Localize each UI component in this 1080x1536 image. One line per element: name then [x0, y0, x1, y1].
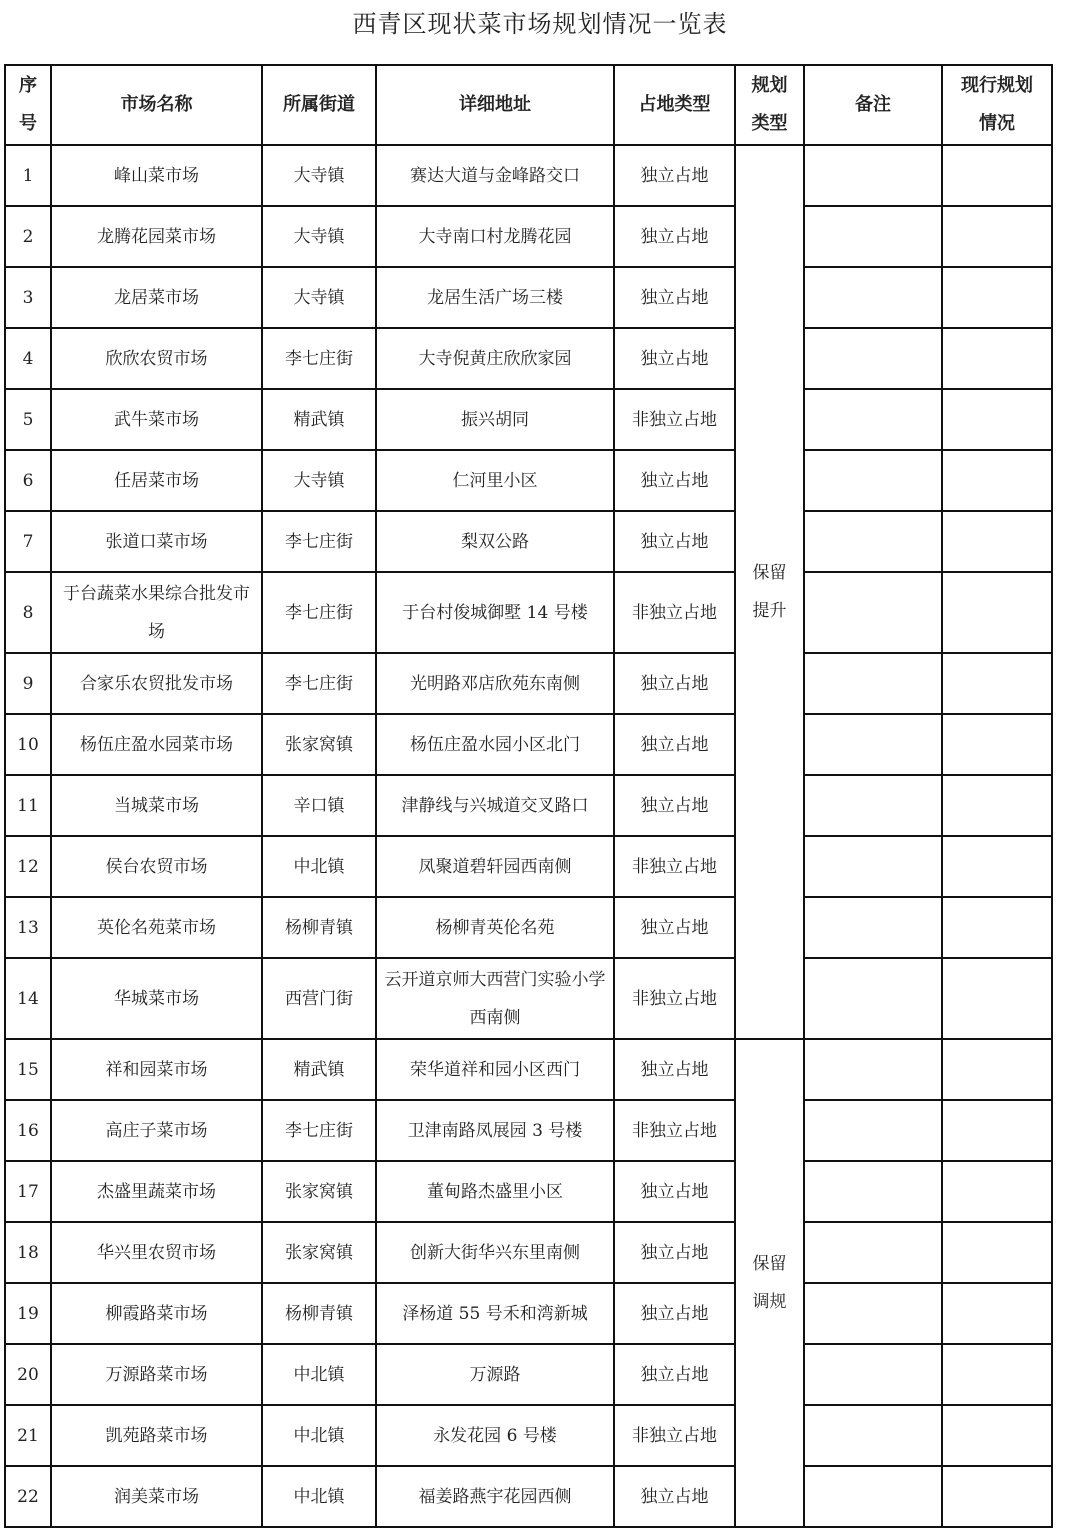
cell-remark [804, 714, 942, 775]
cell-remark [804, 1039, 942, 1100]
cell-street: 大寺镇 [262, 206, 376, 267]
table-row [5, 1222, 1052, 1283]
cell-street: 李七庄街 [262, 511, 376, 572]
cell-current-plan [942, 1161, 1052, 1222]
table-row [5, 572, 1052, 653]
table-row [5, 775, 1052, 836]
plan-type-label: 保留提升 [752, 563, 787, 621]
cell-street: 中北镇 [262, 1466, 376, 1527]
cell-remark [804, 653, 942, 714]
cell-current-plan [942, 511, 1052, 572]
table-row [5, 897, 1052, 958]
cell-name: 华城菜市场 [51, 958, 262, 1039]
table-row [5, 206, 1052, 267]
cell-name: 龙腾花园菜市场 [51, 206, 262, 267]
cell-name: 侯台农贸市场 [51, 836, 262, 897]
header-plan-type: 规划类型 [735, 65, 804, 145]
cell-name: 张道口菜市场 [51, 511, 262, 572]
cell-address: 杨伍庄盈水园小区北门 [376, 714, 614, 775]
cell-street: 大寺镇 [262, 267, 376, 328]
cell-address: 于台村俊城御墅 14 号楼 [376, 572, 614, 653]
table-row [5, 1039, 1052, 1100]
cell-name: 润美菜市场 [51, 1466, 262, 1527]
cell-land-type: 独立占地 [614, 511, 735, 572]
cell-land-type: 独立占地 [614, 1161, 735, 1222]
cell-land-type: 非独立占地 [614, 572, 735, 653]
cell-street: 中北镇 [262, 1344, 376, 1405]
cell-address: 赛达大道与金峰路交口 [376, 145, 614, 206]
table-row [5, 958, 1052, 1039]
header-remark: 备注 [804, 65, 942, 145]
cell-current-plan [942, 206, 1052, 267]
cell-current-plan [942, 1405, 1052, 1466]
cell-index: 18 [5, 1222, 51, 1283]
cell-remark [804, 836, 942, 897]
cell-index: 12 [5, 836, 51, 897]
cell-name: 于台蔬菜水果综合批发市场 [51, 572, 262, 653]
header-current-plan: 现行规划情况 [942, 65, 1052, 145]
cell-land-type: 独立占地 [614, 714, 735, 775]
cell-street: 大寺镇 [262, 145, 376, 206]
cell-remark [804, 1466, 942, 1527]
table-row [5, 389, 1052, 450]
cell-index: 13 [5, 897, 51, 958]
cell-name: 任居菜市场 [51, 450, 262, 511]
table-row [5, 1405, 1052, 1466]
cell-name: 凯苑路菜市场 [51, 1405, 262, 1466]
header-street: 所属街道 [262, 65, 376, 145]
cell-index: 11 [5, 775, 51, 836]
cell-address: 卫津南路凤展园 3 号楼 [376, 1100, 614, 1161]
cell-index: 20 [5, 1344, 51, 1405]
cell-remark [804, 511, 942, 572]
cell-land-type: 独立占地 [614, 328, 735, 389]
cell-index: 21 [5, 1405, 51, 1466]
cell-current-plan [942, 836, 1052, 897]
cell-remark [804, 267, 942, 328]
cell-current-plan [942, 897, 1052, 958]
cell-street: 杨柳青镇 [262, 1283, 376, 1344]
cell-street: 张家窝镇 [262, 714, 376, 775]
cell-index: 6 [5, 450, 51, 511]
table-row [5, 714, 1052, 775]
cell-remark [804, 1344, 942, 1405]
cell-address: 永发花园 6 号楼 [376, 1405, 614, 1466]
table-row [5, 145, 1052, 206]
cell-address: 万源路 [376, 1344, 614, 1405]
cell-index: 2 [5, 206, 51, 267]
cell-name: 高庄子菜市场 [51, 1100, 262, 1161]
plan-type-label: 保留调规 [752, 1254, 787, 1312]
cell-address: 梨双公路 [376, 511, 614, 572]
cell-name: 杰盛里蔬菜市场 [51, 1161, 262, 1222]
table-header-row [5, 65, 1052, 145]
cell-remark [804, 328, 942, 389]
cell-index: 5 [5, 389, 51, 450]
cell-street: 西营门街 [262, 958, 376, 1039]
cell-plan-type [735, 1039, 804, 1527]
cell-index: 17 [5, 1161, 51, 1222]
cell-name: 欣欣农贸市场 [51, 328, 262, 389]
cell-land-type: 独立占地 [614, 267, 735, 328]
cell-index: 3 [5, 267, 51, 328]
cell-remark [804, 145, 942, 206]
cell-address: 泽杨道 55 号禾和湾新城 [376, 1283, 614, 1344]
cell-current-plan [942, 267, 1052, 328]
cell-address: 福姜路燕宇花园西侧 [376, 1466, 614, 1527]
cell-remark [804, 450, 942, 511]
cell-remark [804, 1405, 942, 1466]
cell-street: 大寺镇 [262, 450, 376, 511]
cell-land-type: 独立占地 [614, 450, 735, 511]
cell-current-plan [942, 1100, 1052, 1161]
cell-land-type: 非独立占地 [614, 389, 735, 450]
page-title: 西青区现状菜市场规划情况一览表 [352, 10, 728, 38]
cell-index: 9 [5, 653, 51, 714]
cell-remark [804, 1161, 942, 1222]
cell-current-plan [942, 775, 1052, 836]
cell-index: 14 [5, 958, 51, 1039]
header-name: 市场名称 [51, 65, 262, 145]
cell-name: 当城菜市场 [51, 775, 262, 836]
cell-current-plan [942, 714, 1052, 775]
cell-land-type: 独立占地 [614, 775, 735, 836]
header-index: 序号 [5, 65, 51, 145]
cell-land-type: 独立占地 [614, 206, 735, 267]
cell-street: 杨柳青镇 [262, 897, 376, 958]
cell-name: 英伦名苑菜市场 [51, 897, 262, 958]
cell-address: 仁河里小区 [376, 450, 614, 511]
cell-street: 辛口镇 [262, 775, 376, 836]
cell-street: 中北镇 [262, 836, 376, 897]
cell-remark [804, 1222, 942, 1283]
table-row [5, 836, 1052, 897]
table-row [5, 328, 1052, 389]
cell-index: 8 [5, 572, 51, 653]
cell-name: 柳霞路菜市场 [51, 1283, 262, 1344]
cell-current-plan [942, 1283, 1052, 1344]
table-row [5, 1466, 1052, 1527]
table-row [5, 267, 1052, 328]
header-land-type: 占地类型 [614, 65, 735, 145]
cell-land-type: 独立占地 [614, 1039, 735, 1100]
cell-street: 李七庄街 [262, 653, 376, 714]
cell-plan-type [735, 145, 804, 1039]
cell-index: 4 [5, 328, 51, 389]
cell-land-type: 非独立占地 [614, 958, 735, 1039]
cell-address: 大寺倪黄庄欣欣家园 [376, 328, 614, 389]
cell-remark [804, 206, 942, 267]
cell-index: 19 [5, 1283, 51, 1344]
cell-address: 董甸路杰盛里小区 [376, 1161, 614, 1222]
cell-address: 云开道京师大西营门实验小学西南侧 [376, 958, 614, 1039]
cell-remark [804, 389, 942, 450]
cell-address: 创新大街华兴东里南侧 [376, 1222, 614, 1283]
cell-address: 凤聚道碧轩园西南侧 [376, 836, 614, 897]
cell-current-plan [942, 572, 1052, 653]
cell-land-type: 独立占地 [614, 1283, 735, 1344]
cell-land-type: 独立占地 [614, 897, 735, 958]
cell-index: 1 [5, 145, 51, 206]
cell-land-type: 独立占地 [614, 145, 735, 206]
cell-name: 武牛菜市场 [51, 389, 262, 450]
cell-name: 祥和园菜市场 [51, 1039, 262, 1100]
cell-current-plan [942, 1466, 1052, 1527]
cell-remark [804, 958, 942, 1039]
table-row [5, 1344, 1052, 1405]
cell-land-type: 独立占地 [614, 653, 735, 714]
table-row [5, 653, 1052, 714]
cell-current-plan [942, 1039, 1052, 1100]
cell-street: 李七庄街 [262, 1100, 376, 1161]
cell-name: 峰山菜市场 [51, 145, 262, 206]
cell-street: 中北镇 [262, 1405, 376, 1466]
cell-current-plan [942, 1344, 1052, 1405]
cell-current-plan [942, 328, 1052, 389]
cell-address: 津静线与兴城道交叉路口 [376, 775, 614, 836]
cell-address: 龙居生活广场三楼 [376, 267, 614, 328]
cell-address: 杨柳青英伦名苑 [376, 897, 614, 958]
cell-remark [804, 1283, 942, 1344]
cell-index: 10 [5, 714, 51, 775]
cell-address: 荣华道祥和园小区西门 [376, 1039, 614, 1100]
cell-name: 龙居菜市场 [51, 267, 262, 328]
cell-remark [804, 897, 942, 958]
table-row [5, 1283, 1052, 1344]
table-row [5, 1161, 1052, 1222]
cell-address: 振兴胡同 [376, 389, 614, 450]
cell-land-type: 非独立占地 [614, 1100, 735, 1161]
cell-index: 16 [5, 1100, 51, 1161]
cell-address: 大寺南口村龙腾花园 [376, 206, 614, 267]
cell-index: 22 [5, 1466, 51, 1527]
cell-current-plan [942, 145, 1052, 206]
cell-name: 万源路菜市场 [51, 1344, 262, 1405]
table-row [5, 450, 1052, 511]
cell-index: 7 [5, 511, 51, 572]
cell-street: 李七庄街 [262, 328, 376, 389]
cell-current-plan [942, 450, 1052, 511]
cell-land-type: 独立占地 [614, 1466, 735, 1527]
cell-address: 光明路邓店欣苑东南侧 [376, 653, 614, 714]
cell-land-type: 独立占地 [614, 1344, 735, 1405]
cell-street: 李七庄街 [262, 572, 376, 653]
cell-current-plan [942, 958, 1052, 1039]
table-row [5, 511, 1052, 572]
cell-land-type: 独立占地 [614, 1222, 735, 1283]
cell-street: 精武镇 [262, 1039, 376, 1100]
cell-current-plan [942, 1222, 1052, 1283]
cell-name: 杨伍庄盈水园菜市场 [51, 714, 262, 775]
header-address: 详细地址 [376, 65, 614, 145]
cell-name: 合家乐农贸批发市场 [51, 653, 262, 714]
cell-index: 15 [5, 1039, 51, 1100]
cell-street: 精武镇 [262, 389, 376, 450]
table-row [5, 1100, 1052, 1161]
cell-street: 张家窝镇 [262, 1222, 376, 1283]
market-table [4, 64, 1053, 1528]
cell-street: 张家窝镇 [262, 1161, 376, 1222]
cell-remark [804, 775, 942, 836]
cell-remark [804, 572, 942, 653]
cell-land-type: 非独立占地 [614, 836, 735, 897]
cell-current-plan [942, 389, 1052, 450]
cell-current-plan [942, 653, 1052, 714]
cell-remark [804, 1100, 942, 1161]
cell-land-type: 非独立占地 [614, 1405, 735, 1466]
cell-name: 华兴里农贸市场 [51, 1222, 262, 1283]
